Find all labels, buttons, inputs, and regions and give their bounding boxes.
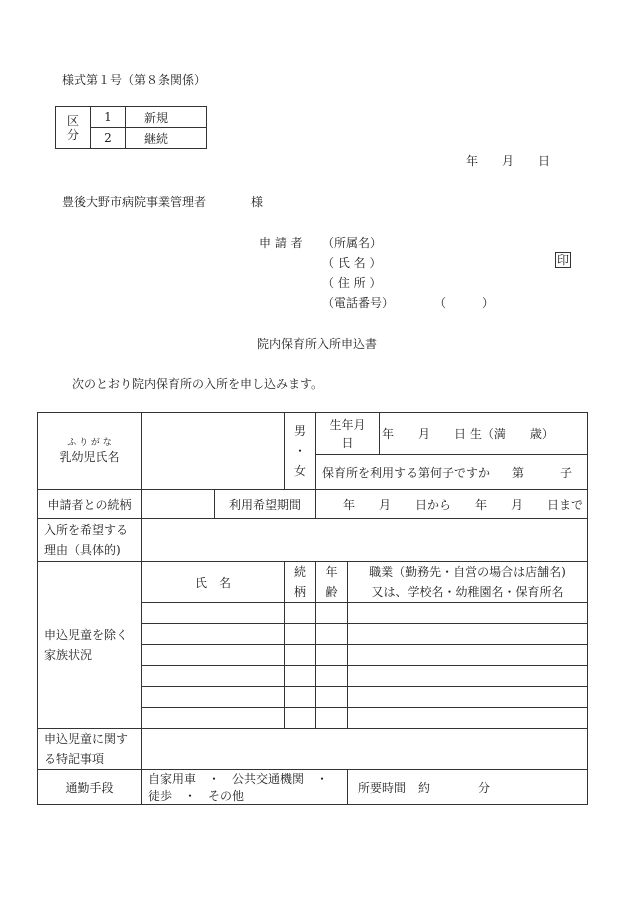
child-name-label-cell: [38, 413, 142, 490]
col-header-age-1: 年: [325, 565, 338, 579]
form-number: 様式第１号（第８条関係）: [62, 73, 207, 87]
reason-label-1: 入所を希望する: [44, 523, 129, 537]
nth-child-answer[interactable]: 第 子: [512, 465, 573, 480]
reason-label-2: 理由（具体的): [44, 543, 121, 557]
category-num-1: 1: [91, 107, 126, 128]
family-name-input[interactable]: [142, 603, 285, 624]
category-box: [55, 106, 207, 149]
child-name-input[interactable]: [142, 413, 285, 490]
family-relation-input[interactable]: [285, 624, 316, 645]
birth-date-input[interactable]: 年 月 日 生（満 歳）: [380, 413, 588, 455]
commute-options[interactable]: 自家用車 ・ 公共交通機関 ・ 徒歩 ・ その他: [142, 770, 348, 805]
col-header-occupation-1: 職業（勤務先・自営の場合は店舗名): [369, 565, 566, 579]
col-header-occupation-2: 又は、学校名・幼稚園名・保育所名: [371, 585, 564, 599]
family-age-input[interactable]: [316, 624, 348, 645]
family-relation-input[interactable]: [285, 708, 316, 729]
family-occupation-input[interactable]: [348, 708, 588, 729]
col-header-age-2: 齢: [325, 585, 338, 599]
relation-input[interactable]: [142, 490, 215, 519]
gender-female: 女: [294, 464, 307, 478]
notes-label-1: 申込児童に関す: [44, 732, 129, 746]
relation-label: 申請者との続柄: [38, 490, 142, 519]
category-label-text: 区分: [66, 113, 79, 142]
seal-mark: 印: [557, 253, 570, 267]
family-occupation-input[interactable]: [348, 666, 588, 687]
nth-child-question: 保育所を利用する第何子ですか: [322, 465, 491, 480]
reason-label-cell: [38, 519, 142, 562]
family-name-input[interactable]: [142, 624, 285, 645]
family-relation-input[interactable]: [285, 687, 316, 708]
intro-text: 次のとおり院内保育所の入所を申し込みます。: [72, 377, 324, 391]
period-label: 利用希望期間: [215, 490, 316, 519]
notes-label-cell: [38, 729, 142, 770]
notes-label-2: る特記事項: [44, 752, 105, 766]
period-input[interactable]: 年 月 日から 年 月 日まで: [316, 490, 588, 519]
application-table: [37, 412, 588, 805]
family-name-input[interactable]: [142, 708, 285, 729]
applicant-name-label: （ 氏 名 ）: [322, 256, 382, 270]
applicant-phone-paren: （ ）: [434, 296, 495, 310]
family-relation-input[interactable]: [285, 603, 316, 624]
date-line[interactable]: 年 月 日: [466, 154, 551, 168]
commute-label: 通勤手段: [38, 770, 142, 805]
gender-cell[interactable]: [285, 413, 316, 490]
category-option-continue[interactable]: 継続: [126, 128, 207, 149]
family-occupation-input[interactable]: [348, 603, 588, 624]
family-name-input[interactable]: [142, 687, 285, 708]
family-occupation-input[interactable]: [348, 645, 588, 666]
applicant-affiliation-label: （所属名）: [322, 236, 383, 250]
birth-label-1: 生年月: [329, 417, 366, 432]
gender-dot: ・: [294, 444, 307, 458]
family-age-input[interactable]: [316, 666, 348, 687]
family-age-input[interactable]: [316, 645, 348, 666]
category-label: [56, 107, 91, 149]
page-title: 院内保育所入所申込書: [257, 337, 378, 351]
family-occupation-input[interactable]: [348, 687, 588, 708]
col-header-relation: [285, 562, 316, 603]
col-header-relation-2: 柄: [294, 585, 307, 599]
family-label-1: 申込児童を除く: [44, 628, 129, 642]
family-label-cell: [38, 562, 142, 729]
family-relation-input[interactable]: [285, 645, 316, 666]
addressee: 豊後大野市病院事業管理者: [62, 195, 207, 209]
honorific: 様: [251, 195, 264, 209]
notes-input[interactable]: [142, 729, 588, 770]
reason-input[interactable]: [142, 519, 588, 562]
family-age-input[interactable]: [316, 708, 348, 729]
category-option-new[interactable]: 新規: [126, 107, 207, 128]
birth-label-cell: [316, 413, 380, 455]
commute-time-input[interactable]: 所要時間 約 分: [348, 770, 588, 805]
family-name-input[interactable]: [142, 645, 285, 666]
col-header-relation-1: 続: [294, 565, 307, 579]
furigana-label: ふ り が な: [67, 438, 112, 448]
applicant-label: 申 請 者: [259, 236, 303, 250]
applicant-phone-label: （電話番号）: [322, 296, 395, 310]
birth-label-2: 日: [341, 435, 354, 450]
family-occupation-input[interactable]: [348, 624, 588, 645]
family-age-input[interactable]: [316, 687, 348, 708]
gender-male: 男: [294, 424, 307, 438]
col-header-occupation: [348, 562, 588, 603]
family-age-input[interactable]: [316, 603, 348, 624]
nth-child-question-cell: [316, 455, 588, 490]
family-name-input[interactable]: [142, 666, 285, 687]
col-header-age: [316, 562, 348, 603]
applicant-address-label: （ 住 所 ）: [322, 276, 382, 290]
family-relation-input[interactable]: [285, 666, 316, 687]
col-header-name: 氏 名: [142, 562, 285, 603]
family-label-2: 家族状況: [44, 648, 93, 662]
category-num-2: 2: [91, 128, 126, 149]
child-name-label: 乳幼児氏名: [59, 450, 120, 464]
